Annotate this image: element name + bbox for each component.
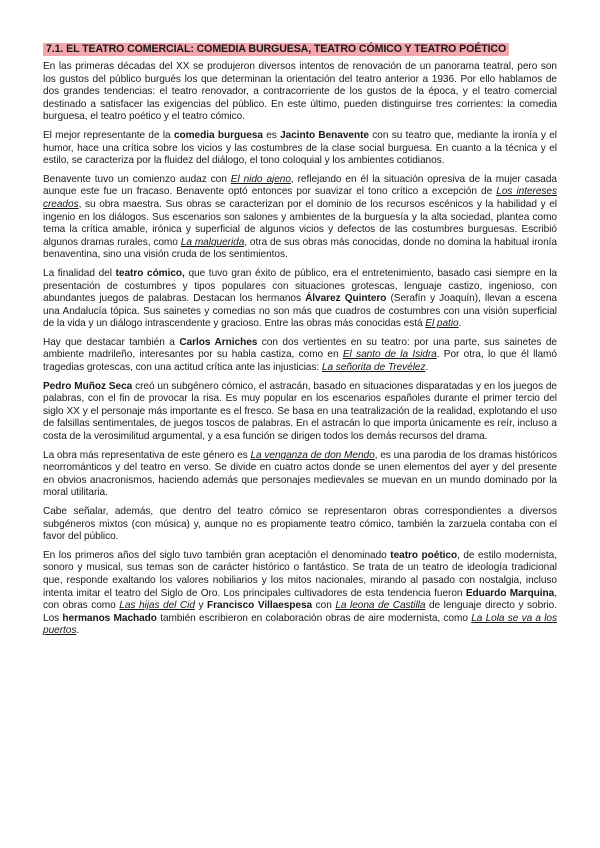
munoz-seca-paragraph: Pedro Muñoz Seca creó un subgénero cómico, el astracán, basado en situaciones disparatadas y en los juegos de palabras, con el fin de provocar la risa. Es muy popular en los escenarios españoles durante el primer tercio del siglo XX y el personaje más importante es el fresco. Se basa en una teatralización de la realidad, explotando el uso de falsillas sentimentales, de juegos toscos de palabras. En el astracán lo que importa únicamente es reír, incluso a costa de la verosimilitud argumental, y a esa función se dirigen todos los demás recursos del drama. bbox=[43, 380, 557, 443]
work-title: Las hijas del Cid bbox=[119, 600, 195, 612]
work-title: El santo de la Isidra bbox=[342, 349, 437, 361]
document-page bbox=[43, 39, 557, 644]
author-villaespesa: Francisco Villaespesa bbox=[207, 600, 313, 612]
term-comedia-burguesa: comedia burguesa bbox=[173, 129, 263, 141]
section-title: 7.1. EL TEATRO COMERCIAL: COMEDIA BURGUESA, TEATRO CÓMICO Y TEATRO POÉTICO bbox=[43, 43, 509, 56]
arniches-paragraph: Hay que destacar también a Carlos Arniches con dos vertientes en su teatro: por una parte, sus sainetes de ambiente madrileño, interesantes por su habla castiza, como en El santo de la Isidra. Por otra, lo que él llamó tragedias grotescas, con una actitud crítica ante las injusticias: La señorita de Trevélez. bbox=[43, 336, 558, 374]
teatro-poetico-paragraph: En los primeros años del siglo tuvo también gran aceptación el denominado teatro poético, de estilo modernista, sonoro y musical, sus temas son de carácter histórico o fantástico. Se trata de un teatro de ideología tradicional que, responde exaltando los valores nobiliarios y los mitos nacionales, mirando al pasado con nostalgia, incluso intenta imitar el teatro del Siglo de Oro. Los principales cultivadores de esta tendencia fueron Eduardo Marquina, con obras como Las hijas del Cid y Francisco Villaespesa con La leona de Castilla de lenguaje directo y sobrio. Los hermanos Machado también escribieron en colaboración obras de aire modernista, como La Lola se va a los puertos. bbox=[43, 549, 557, 637]
work-title: La Lola se va a los puertos bbox=[43, 612, 557, 637]
work-title: El patio bbox=[425, 318, 459, 330]
don-mendo-paragraph: La obra más representativa de este género es La venganza de don Mendo, es una parodia de los dramas históricos neorrománticos y del teatro en verso. Se divide en cuatro actos donde se unen elementos del ayer y del presente en obvios anacronismos, haciendo además que personajes medievales se muevan en un mundo dominado por la moral utilitaria. bbox=[43, 449, 558, 499]
term-teatro-poetico: teatro poético bbox=[390, 549, 458, 561]
work-title: La malquerida bbox=[180, 236, 245, 248]
author-arniches: Carlos Arniches bbox=[179, 336, 258, 348]
comedia-burguesa-paragraph: El mejor representante de la comedia burguesa es Jacinto Benavente con su teatro que, mediante la ironía y el humor, hace una crítica sobre los vicios y las costumbres de la clase social burguesa. En cuanto a la técnica y el estilo, se caracteriza por la fluidez del diálogo, el tono coloquial y los ambientes cotidianos. bbox=[43, 129, 557, 167]
author-machado: hermanos Machado bbox=[62, 612, 157, 624]
author-benavente: Jacinto Benavente bbox=[280, 129, 369, 141]
author-alvarez-quintero: Álvarez Quintero bbox=[305, 293, 387, 305]
work-title: La venganza de don Mendo bbox=[250, 449, 375, 461]
subgeneros-paragraph: Cabe señalar, además, que dentro del teatro cómico se representaron obras correspondientes a diversos subgéneros mixtos (con música) y, aunque no es propiamente teatro cómico, también la zarzuela contaba con el favor del público. bbox=[43, 506, 557, 543]
teatro-comico-paragraph: La finalidad del teatro cómico, que tuvo gran éxito de público, era el entretenimiento, basado casi siempre en la presentación de costumbres y tipos populares con situaciones grotescas, lenguaje castizo, ingenioso, con abundantes juegos de palabras. Destacan los hermanos Álvarez Quintero (Serafín y Joaquín), llevan a escena una Andalucía tópica. Sus sainetes y comedias no son más que cuadros de costumbres con una visión superficial de la vida y un diálogo intrascendente y gracioso. Entre las obras más conocidas está El patio. bbox=[43, 267, 557, 330]
work-title: La leona de Castilla bbox=[335, 600, 426, 612]
term-teatro-comico: teatro cómico, bbox=[115, 267, 185, 279]
work-title: Los intereses creados bbox=[43, 186, 557, 210]
benavente-paragraph: Benavente tuvo un comienzo audaz con El nido ajeno, reflejando en él la situación opresiva de la mujer casada aunque este fue un fracaso. Benavente optó entonces por suavizar el tono crítico a excepción de Los intereses creados, su obra maestra. Sus obras se caracterizan por el dominio de los recursos escénicos y la habilidad y el ingenio en los diálogos. Sus escenarios son salones y ambientes de la burguesía y la alta sociedad, plantea como tema la crítica amable, irónica y superficial de algunos vicios y defectos de las costumbres burguesas. Escribió algunos dramas rurales, como La malquerida, otra de sus obras más conocidas, donde no domina la habitual ironía benaventina, sino una visión cruda de los sentimientos. bbox=[43, 173, 557, 261]
intro-paragraph: En las primeras décadas del XX se produjeron diversos intentos de renovación de un panorama teatral, pero son los gustos del público burgués los que determinan la orientación del teatro anterior a 1936. Por ello hablamos de dos grandes tendencias: el teatro renovador, a contracorriente de los gustos de la época, y el teatro comercial destinado a satisfacer las exigencias del público. En este último, pueden distinguirse tres corrientes: la comedia burguesa, el teatro poético y el teatro cómico. bbox=[43, 61, 557, 123]
work-title: La señorita de Trevélez bbox=[321, 362, 426, 374]
work-title: El nido ajeno bbox=[230, 173, 291, 185]
author-marquina: Eduardo Marquina bbox=[465, 587, 555, 599]
author-munoz-seca: Pedro Muñoz Seca bbox=[43, 380, 133, 392]
